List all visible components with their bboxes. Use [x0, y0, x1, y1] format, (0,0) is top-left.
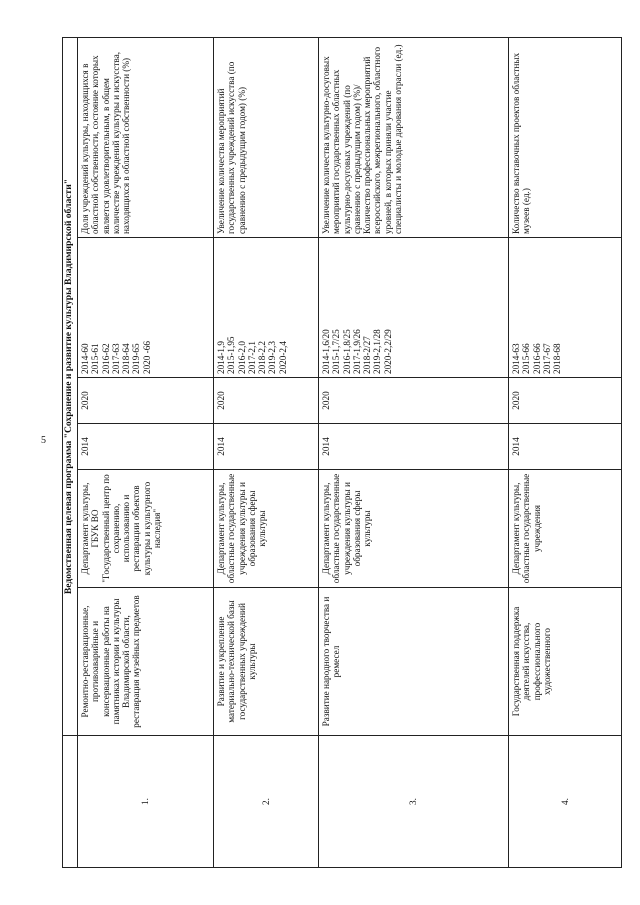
empty-cell: [63, 736, 78, 868]
indicator-cell: Увеличение количества культурно-досуговых мероприятий государственных областных культурно-досуговых учреждений (по сравнению с предыдущим годом) (%)/Количество профессиональных мероприятий всероссийского, межрегионального, областного уровней, в которых приняли участие специалисты и молодые дарования отрасли (ед.): [319, 37, 509, 237]
executor-cell: Департамент культуры, ГБУК ВО "Государственный центр по сохранению, использованию и реставрации объектов культуры и культурного наследия": [78, 470, 214, 588]
start-year-cell: 2014: [78, 424, 214, 470]
start-year-cell: 2014: [509, 424, 622, 470]
value-line: 2015-66: [521, 343, 532, 374]
value-line: 2019-2,1/28: [372, 329, 383, 374]
end-year-cell: 2020: [214, 378, 319, 424]
executor-cell: Департамент культуры, областные государственные учреждения культуры и образования сферы культуры: [214, 470, 319, 588]
value-line: 2016-62: [100, 343, 111, 374]
event-cell: Государственная поддержка деятелей искусства, профессионального художественного: [509, 588, 622, 736]
indicator-cell: Количество выставочных проектов областных музеев (ед.): [509, 37, 622, 237]
value-line: 2018-64: [121, 343, 132, 374]
start-year-cell: 2014: [214, 424, 319, 470]
program-title: Ведомственная целевая программа "Сохранение и развитие культуры Владимирской области": [63, 37, 78, 735]
value-line: 2017-2,1: [246, 341, 257, 374]
values-cell: [319, 238, 509, 378]
row-number: 1.: [78, 736, 214, 868]
row-number: 3.: [319, 736, 509, 868]
page-number: 5: [41, 435, 46, 446]
event-cell: Развитие народного творчества и ремесел: [319, 588, 509, 736]
event-cell: Ремонтно-реставрационные, противоаварийные и консервационные работы на памятниках истории и культуры Владимирской области, реставрация музейных предметов: [78, 588, 214, 736]
table-row: [319, 37, 509, 867]
value-line: 2014-60: [80, 343, 90, 374]
value-line: 2015-1,95: [226, 336, 237, 374]
value-line: 2018-2,2: [257, 341, 268, 374]
program-table: [62, 37, 622, 868]
value-line: 2016-66: [531, 343, 542, 374]
value-line: 2020-2,4: [277, 341, 288, 374]
indicator-cell: Доля учреждений культуры, находящихся в областной собственности, состояние которых является удовлетворительным, в общем количестве учреждений культуры и искусства, находящихся в областной собственности (%): [78, 37, 214, 237]
value-line: 2020-2,2/29: [382, 329, 393, 374]
start-year-cell: 2014: [319, 424, 509, 470]
table-row: [509, 37, 622, 867]
event-cell: Развитие и укрепление материально-технической базы государственных учреждений культуры: [214, 588, 319, 736]
header-row: [63, 37, 78, 867]
end-year-cell: 2020: [319, 378, 509, 424]
value-line: 2015-61: [90, 343, 101, 374]
indicator-cell: Увеличение количества мероприятий государственных учреждений искусства (по сравнению с предыдущим годом) (%): [214, 37, 319, 237]
value-line: 2016-2,0: [236, 341, 247, 374]
row-number: 2.: [214, 736, 319, 868]
end-year-cell: 2020: [78, 378, 214, 424]
values-cell: [78, 238, 214, 378]
value-line: 2017-67: [541, 343, 552, 374]
value-line: 2015-1,7/25: [331, 329, 342, 374]
row-number: 4.: [509, 736, 622, 868]
table-row: [214, 37, 319, 867]
value-line: 2019-65: [131, 343, 142, 374]
value-line: 2018-68: [552, 343, 563, 374]
value-line: 2019-2,3: [267, 341, 278, 374]
values-cell: [214, 238, 319, 378]
value-line: 2017-1,9/26: [351, 329, 362, 374]
value-line: 2014-1,9: [216, 341, 226, 374]
executor-cell: Департамент культуры, областные государственные учреждения культуры и образования сферы культуры: [319, 470, 509, 588]
values-cell: [509, 238, 622, 378]
value-line: 2020 -66: [141, 341, 152, 374]
executor-cell: Департамент культуры, областные государственные учреждения: [509, 470, 622, 588]
end-year-cell: 2020: [509, 378, 622, 424]
value-line: 2017-63: [110, 343, 121, 374]
value-line: 2014-63: [511, 343, 521, 374]
value-line: 2018-2/27: [362, 336, 373, 374]
rotated-table-wrapper: [62, 38, 622, 868]
value-line: 2016-1,8/25: [341, 329, 352, 374]
value-line: 2014-1,6/20: [321, 329, 331, 374]
table-row: [78, 37, 214, 867]
